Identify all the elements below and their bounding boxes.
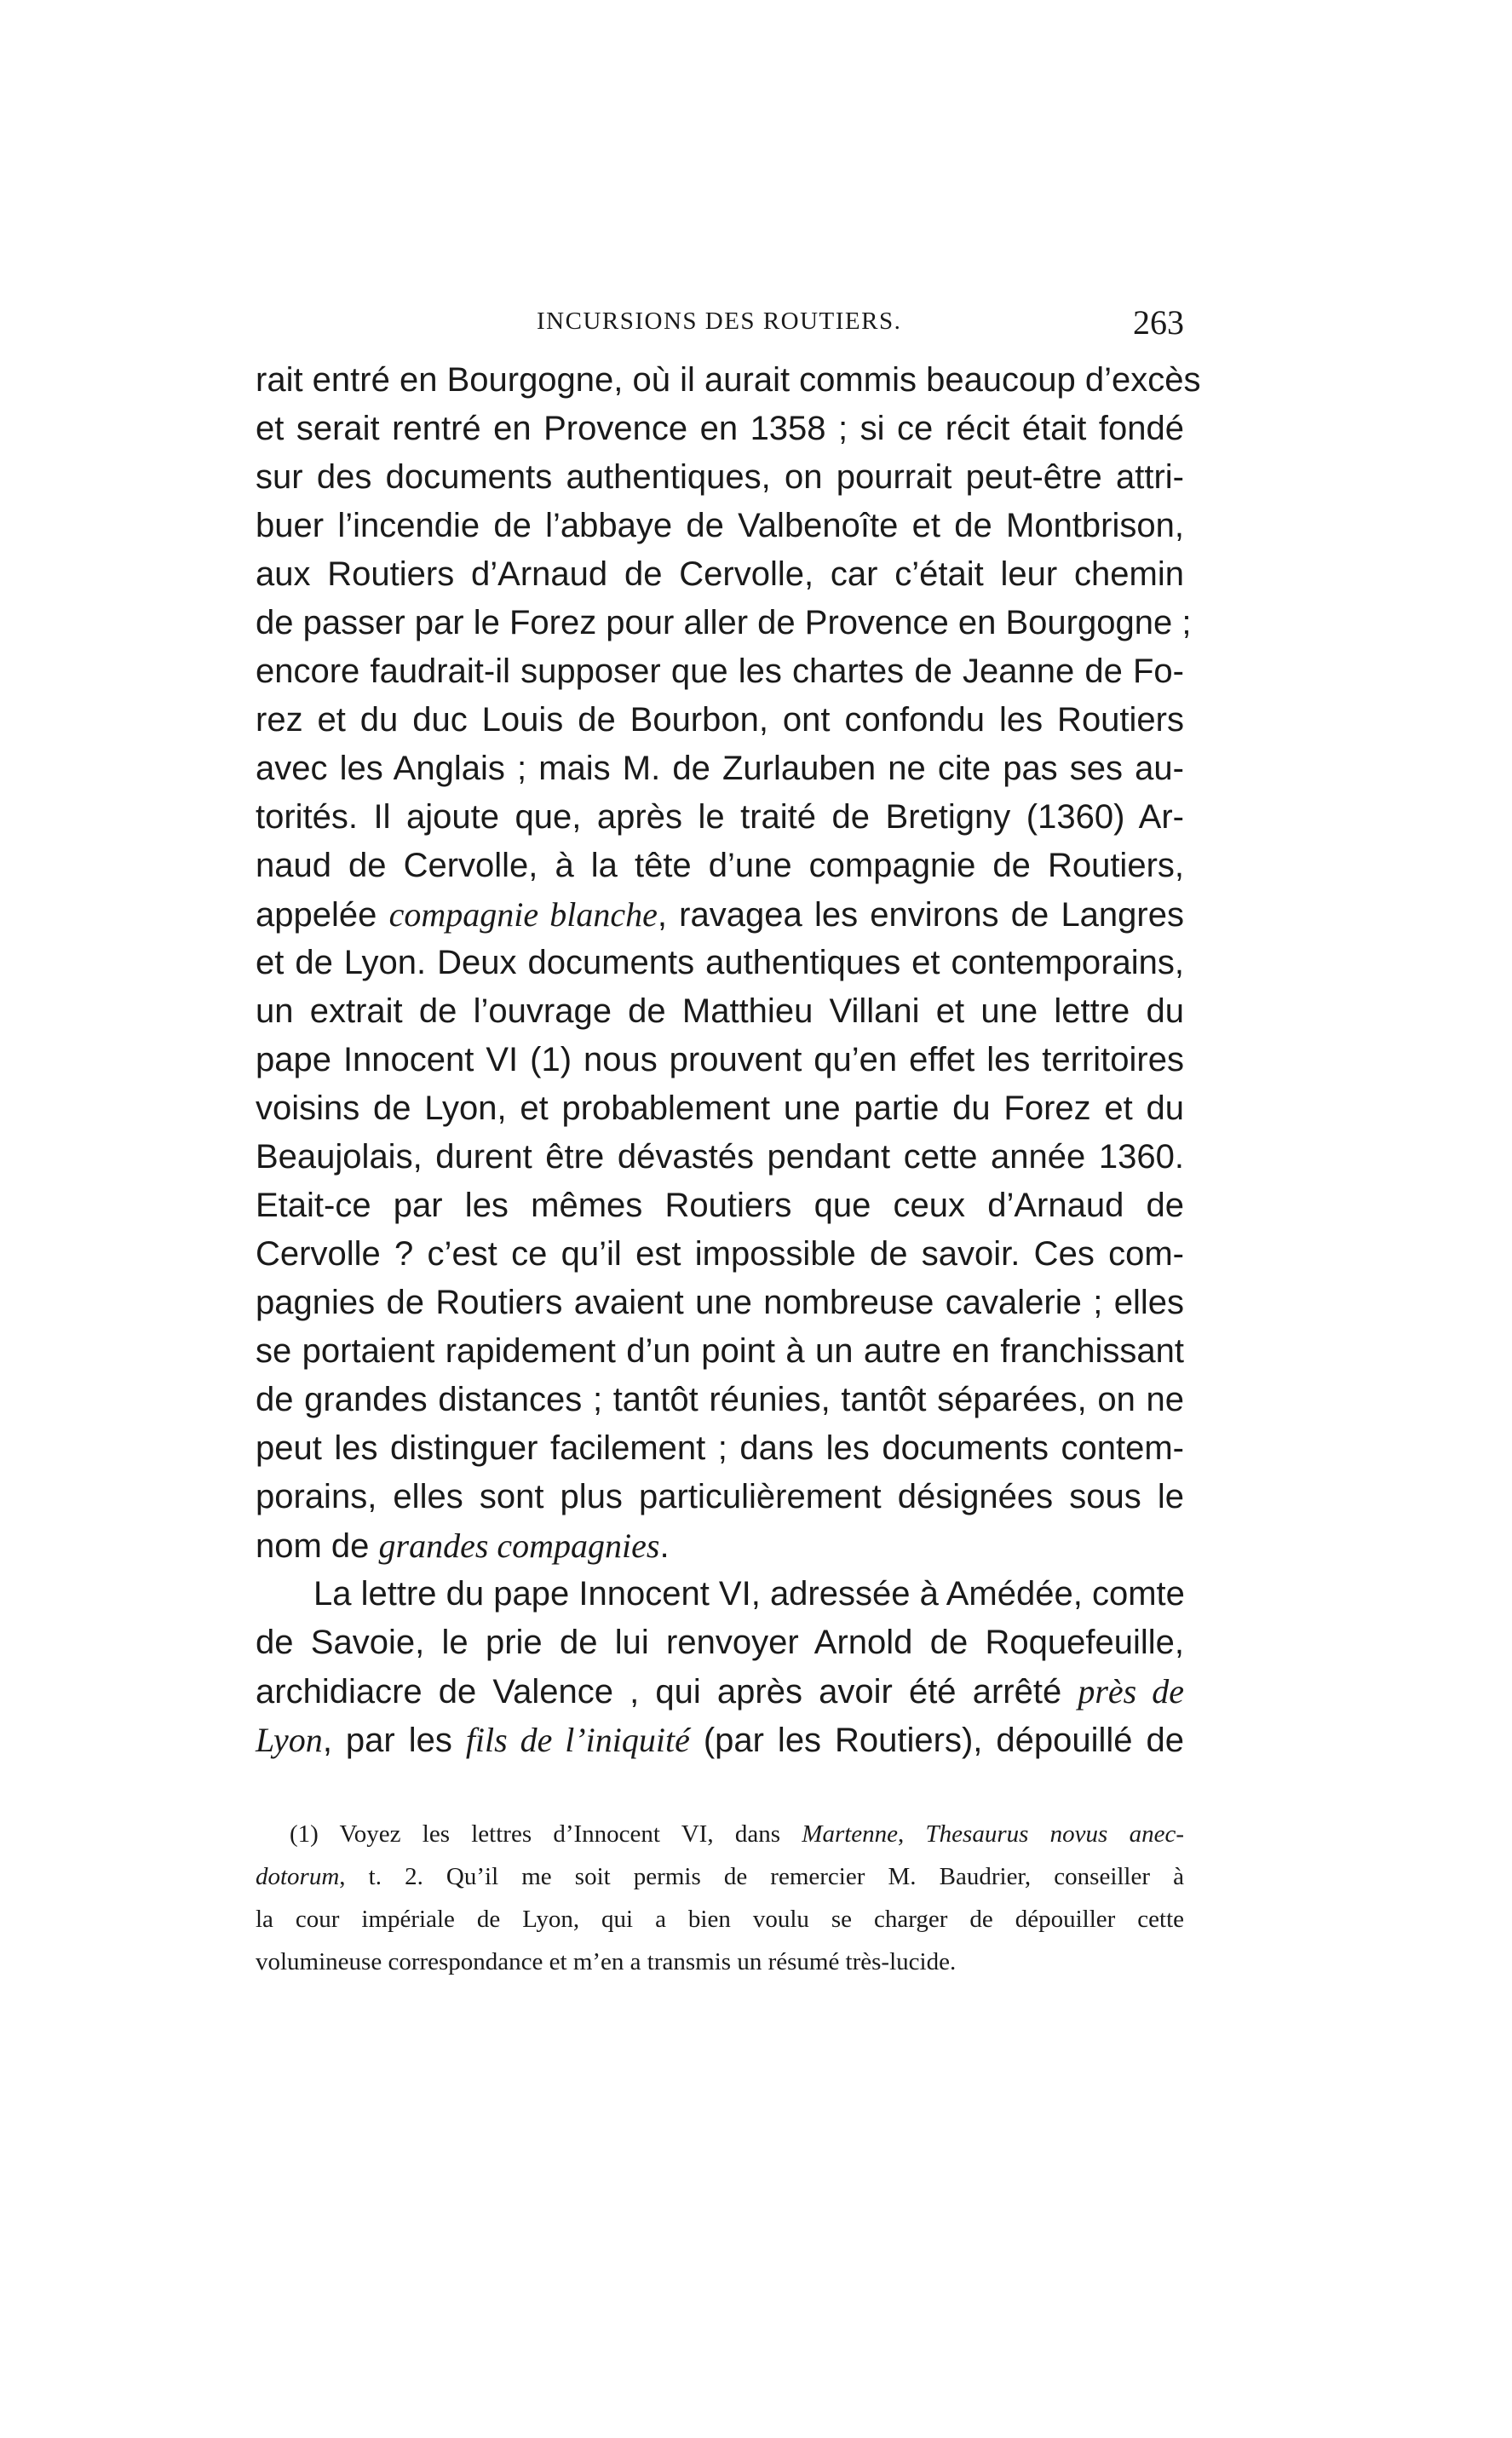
footnote-line: volumineuse correspondance et m’en a transmis un résumé très-lucide. [256, 1948, 957, 1975]
footnote [256, 1813, 1184, 1983]
main-text [256, 356, 1201, 1764]
italic-phrase: dotorum [256, 1863, 340, 1890]
text-line: sur des documents authentiques, on pourrait peut-être attri- [256, 458, 1184, 496]
footnote-line: la cour impériale de Lyon, qui a bien voulu se charger de dépouiller cette [256, 1906, 1184, 1933]
text-line: pagnies de Routiers avaient une nombreuse cavalerie ; elles [256, 1284, 1184, 1321]
text-line: de Savoie, le prie de lui renvoyer Arnold de Roquefeuille, [256, 1624, 1184, 1661]
text-line: porains, elles sont plus particulièrement désignées sous le [256, 1478, 1184, 1515]
italic-phrase: compagnie blanche [388, 895, 658, 934]
running-title: INCURSIONS DES ROUTIERS. [537, 308, 902, 335]
page-header [256, 302, 1184, 345]
text-line [256, 1667, 1184, 1716]
text-line [256, 1716, 1184, 1764]
italic-phrase: près de [1078, 1672, 1184, 1711]
text-line: Etait-ce par les mêmes Routiers que ceux d’Arnaud de [256, 1187, 1184, 1224]
text-segment: , ravagea les environs de Langres [657, 896, 1184, 934]
italic-phrase: Lyon [256, 1721, 323, 1759]
text-line: se portaient rapidement d’un point à un autre en franchissant [256, 1332, 1184, 1370]
text-line: et serait rentré en Provence en 1358 ; si ce récit était fondé [256, 410, 1184, 447]
footnote-line [256, 1855, 1184, 1898]
italic-phrase: grandes compagnies [378, 1527, 660, 1565]
text-line: et de Lyon. Deux documents authentiques et contemporains, [256, 944, 1184, 981]
text-line: avec les Anglais ; mais M. de Zurlauben ne cite pas ses au- [256, 750, 1184, 787]
text-line: naud de Cervolle, à la tête d’une compagnie de Routiers, [256, 847, 1184, 884]
text-line: pape Innocent VI (1) nous prouvent qu’en effet les territoires [256, 1041, 1184, 1078]
text-segment: (1) Voyez les lettres d’Innocent VI, dans [290, 1820, 802, 1848]
text-segment: appelée [256, 896, 389, 934]
text-segment: . [659, 1527, 670, 1565]
page-number: 263 [1133, 303, 1184, 342]
text-line: rait entré en Bourgogne, où il aurait commis beaucoup d’excès [256, 361, 1201, 399]
text-line: de passer par le Forez pour aller de Provence en Bourgogne ; [256, 604, 1192, 641]
text-segment: , t. 2. Qu’il me soit permis de remercier M. Baudrier, conseiller à [339, 1863, 1184, 1890]
text-line: encore faudrait-il supposer que les chartes de Jeanne de Fo- [256, 653, 1184, 690]
text-segment: archidiacre de Valence , qui après avoir été arrêté [256, 1673, 1078, 1711]
text-segment: , [898, 1820, 926, 1848]
text-line: Cervolle ? c’est ce qu’il est impossible de savoir. Ces com- [256, 1235, 1184, 1273]
text-line: peut les distinguer facilement ; dans les documents contem- [256, 1429, 1184, 1467]
footnote-line [256, 1813, 1184, 1855]
text-line: aux Routiers d’Arnaud de Cervolle, car c’était leur chemin [256, 555, 1184, 593]
italic-phrase: Martenne [802, 1820, 899, 1848]
text-line: un extrait de l’ouvrage de Matthieu Villani et une lettre du [256, 992, 1184, 1030]
text-line [256, 1521, 1184, 1570]
text-line [256, 890, 1184, 939]
text-line: torités. Il ajoute que, après le traité de Bretigny (1360) Ar- [256, 798, 1184, 836]
text-segment: , par les [322, 1722, 466, 1759]
italic-phrase: Thesaurus novus anec- [925, 1820, 1184, 1848]
text-line: rez et du duc Louis de Bourbon, ont confondu les Routiers [256, 701, 1184, 739]
text-line: buer l’incendie de l’abbaye de Valbenoîte et de Montbrison, [256, 507, 1184, 544]
text-segment: nom de [256, 1527, 379, 1565]
italic-phrase: fils de l’iniquité [465, 1721, 690, 1759]
text-segment: (par les Routiers), dépouillé de [689, 1722, 1184, 1759]
text-line: La lettre du pape Innocent VI, adressée à Amédée, comte [313, 1575, 1185, 1613]
text-line: de grandes distances ; tantôt réunies, tantôt séparées, on ne [256, 1381, 1184, 1418]
text-line: voisins de Lyon, et probablement une partie du Forez et du [256, 1090, 1184, 1127]
text-line: Beaujolais, durent être dévastés pendant cette année 1360. [256, 1138, 1184, 1176]
